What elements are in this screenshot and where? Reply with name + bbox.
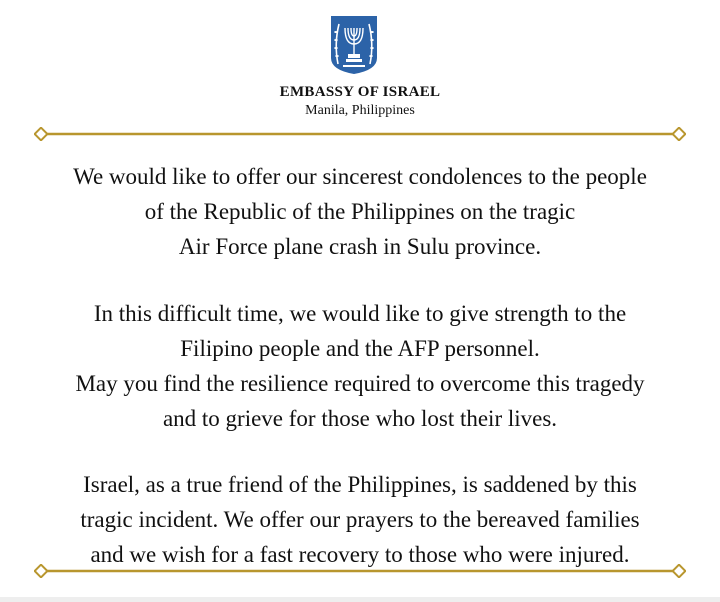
embassy-title: EMBASSY OF ISRAEL: [279, 84, 441, 100]
paragraph-line: tragic incident. We offer our prayers to the bereaved families: [80, 507, 640, 532]
condolence-paragraph-1: [20, 159, 700, 264]
paragraph-line: and to grieve for those who lost their lives.: [162, 406, 558, 431]
page-bottom-edge: [0, 597, 720, 602]
top-divider: [34, 127, 686, 141]
embassy-location: Manila, Philippines: [305, 103, 415, 118]
paragraph-line: Israel, as a true friend of the Philippines, is saddened by this: [83, 472, 637, 497]
emblem-of-israel-icon: [329, 14, 379, 76]
paragraph-line: In this difficult time, we would like to give strength to the: [93, 301, 627, 326]
condolence-paragraph-2: [20, 296, 700, 436]
paragraph-line: of the Republic of the Philippines on the tragic: [144, 199, 576, 224]
paragraph-line: Filipino people and the AFP personnel.: [180, 336, 540, 361]
paragraph-line: and we wish for a fast recovery to those who were injured.: [90, 542, 630, 567]
paragraph-line: We would like to offer our sincerest condolences to the people: [73, 164, 647, 189]
paragraph-line: Air Force plane crash in Sulu province.: [178, 234, 542, 259]
condolence-paragraph-3: [20, 467, 700, 572]
bottom-divider: [34, 564, 686, 578]
paragraph-line: May you find the resilience required to overcome this tragedy: [75, 371, 645, 396]
